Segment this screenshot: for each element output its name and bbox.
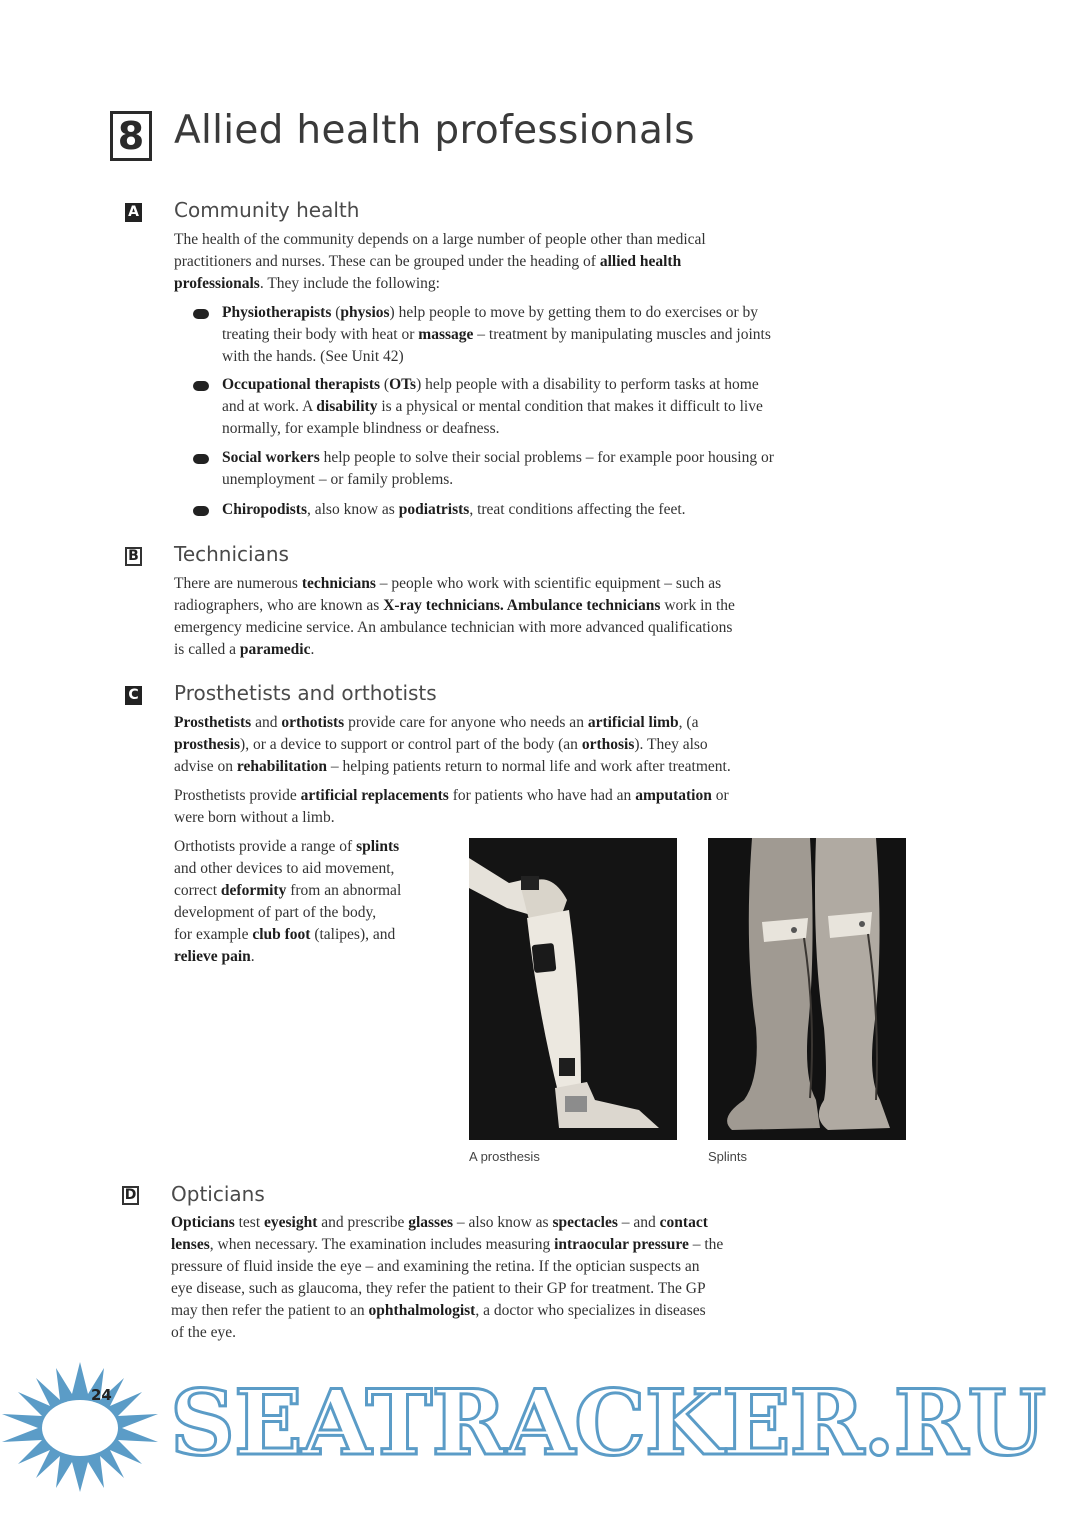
- unit-number-badge: 8: [110, 111, 152, 161]
- section-d-title: Opticians: [171, 1182, 265, 1206]
- splints-caption: Splints: [708, 1149, 748, 1164]
- list-item-chiropodists: Chiropodists, also know as podiatrists, treat conditions affecting the feet.: [222, 501, 686, 518]
- section-d-text: Opticians test eyesight and prescribe glasses – also know as spectacles – and contact lenses, when necessary. The examination includes measuring intraocular pressure – the pressure of fluid inside the eye – and examining the retina. If the optician suspects an eye disease, such as glaucoma, they refer the patient to their GP for treatment. The GP may then refer the patient to an ophthalmologist, a doctor who specializes in diseases of the eye.: [171, 1214, 724, 1341]
- prosthesis-photo: [469, 838, 677, 1140]
- section-c-text-1: Prosthetists and orthotists provide care for anyone who needs an artificial limb, (a prosthesis), or a device to support or control part of the body (an orthosis). They also advise on rehabilitation – helping patients return to normal life and work after treatment.: [174, 714, 731, 775]
- section-a-title: Community health: [174, 198, 360, 222]
- prosthesis-illustration: [469, 838, 677, 1140]
- list-item-occupational-therapists: Occupational therapists (OTs) help people with a disability to perform tasks at home and at work. A disability is a physical or mental condition that makes it difficult to live normally, for example blindness or deafness.: [222, 376, 763, 437]
- section-b-title: Technicians: [174, 542, 289, 566]
- splints-photo: [708, 838, 906, 1140]
- section-c-text-2: Prosthetists provide artificial replacements for patients who have had an amputation or were born without a limb.: [174, 787, 729, 826]
- section-b-letter: B: [125, 547, 142, 566]
- section-d-letter: D: [122, 1186, 139, 1205]
- bullet-icon: [193, 381, 209, 391]
- section-c-letter: C: [125, 686, 142, 705]
- section-a-letter: A: [125, 203, 142, 222]
- bullet-icon: [193, 454, 209, 464]
- section-c-text-3: Orthotists provide a range of splints and other devices to aid movement, correct deformity from an abnormal development of part of the body, for example club foot (talipes), and relieve pain.: [174, 838, 402, 965]
- section-b-text: There are numerous technicians – people who work with scientific equipment – such as radiographers, who are known as X-ray technicians. Ambulance technicians work in the emergency medicine service. An ambulance technician with more advanced qualifications is called a paramedic.: [174, 575, 735, 658]
- section-a-intro: The health of the community depends on a large number of people other than medical practitioners and nurses. These can be grouped under the heading of allied health professionals. They include the following:: [174, 231, 706, 292]
- list-item-physiotherapists: Physiotherapists (physios) help people to move by getting them to do exercises or by treating their body with heat or massage – treatment by manipulating muscles and joints with the hands. (See Unit 42): [222, 304, 771, 365]
- page-number: 24: [91, 1386, 112, 1404]
- list-item-social-workers: Social workers help people to solve their social problems – for example poor housing or unemployment – or family problems.: [222, 449, 774, 488]
- bullet-icon: [193, 309, 209, 319]
- prosthesis-caption: A prosthesis: [469, 1149, 540, 1164]
- splints-illustration: [708, 838, 906, 1140]
- starburst-icon: [0, 1362, 160, 1492]
- page-title: Allied health professionals: [174, 108, 695, 153]
- section-c-title: Prosthetists and orthotists: [174, 681, 437, 705]
- watermark-text: SEATRACKER.RU: [170, 1370, 1045, 1476]
- bullet-icon: [193, 506, 209, 516]
